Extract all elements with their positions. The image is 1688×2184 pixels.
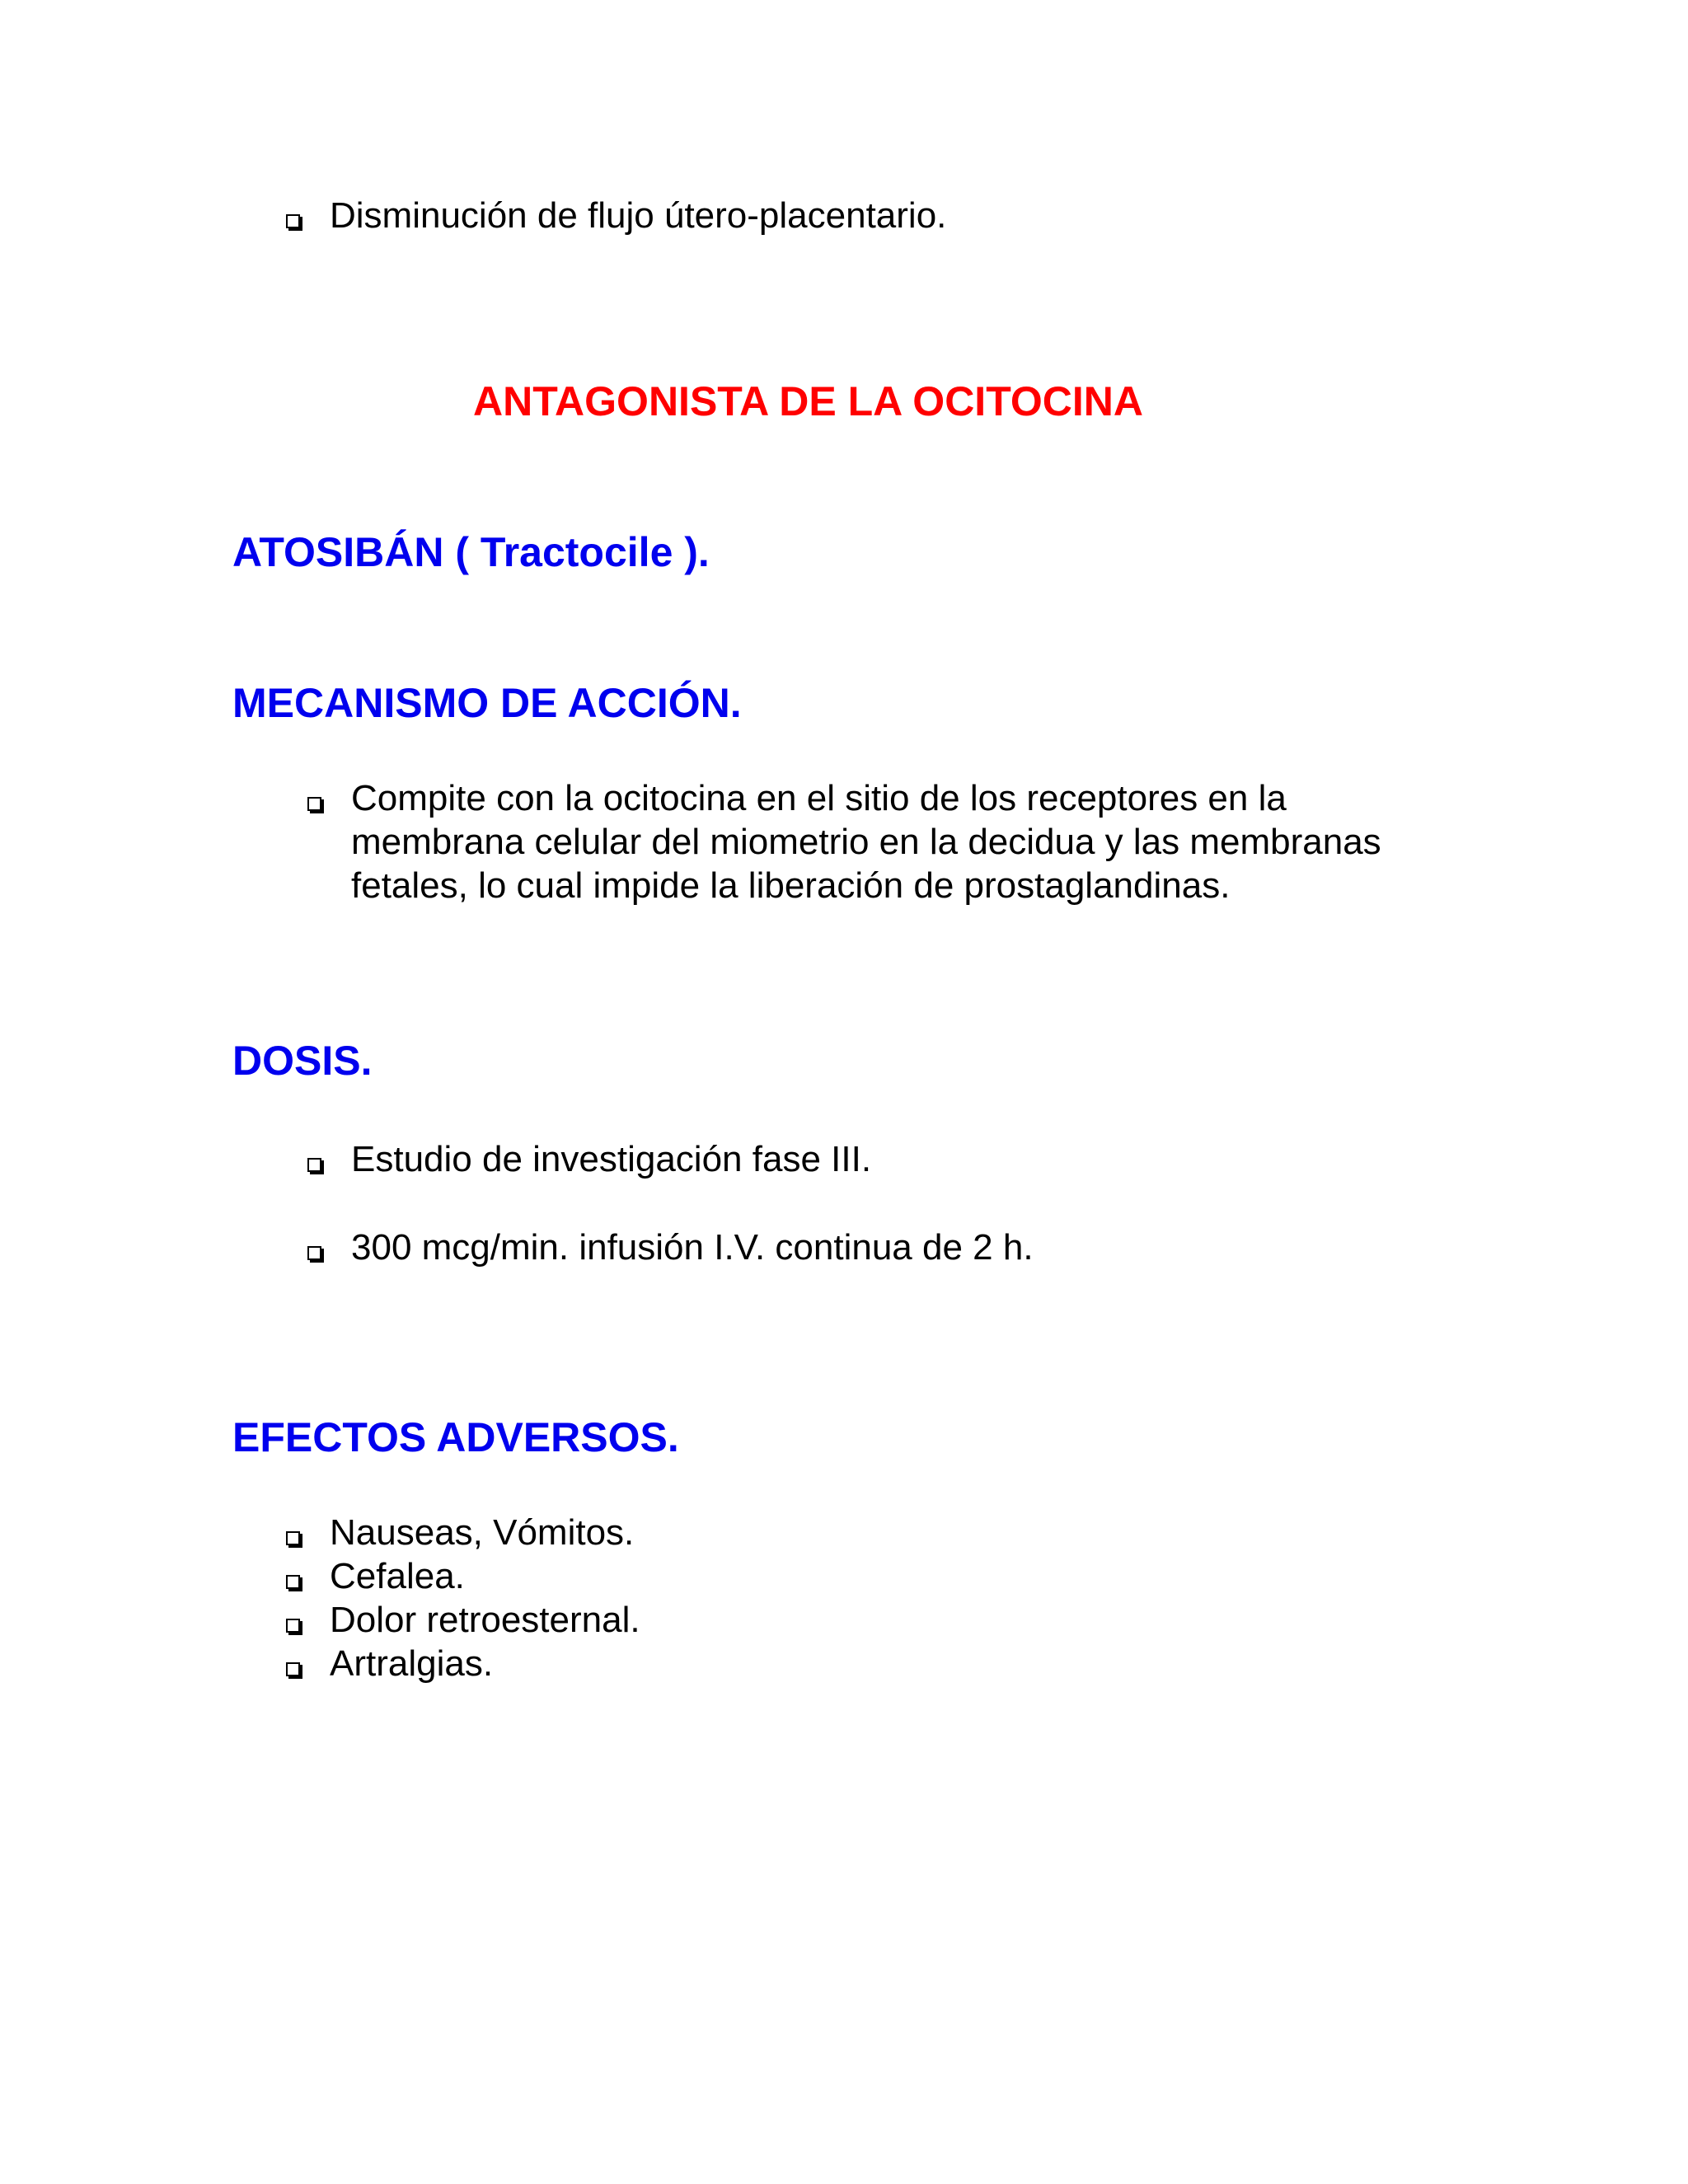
top-list-item: Disminución de flujo útero-placentario. [330,195,947,236]
checkbox-bullet-icon [286,214,300,228]
dose-item: 300 mcg/min. infusión I.V. continua de 2 h. [351,1227,1034,1268]
section-title: ANTAGONISTA DE LA OCITOCINA [473,378,1143,424]
adverse-effect-item: Cefalea. [330,1556,465,1596]
adverse-effects-heading: EFECTOS ADVERSOS. [232,1414,679,1460]
checkbox-bullet-icon [286,1662,300,1676]
checkbox-bullet-icon [286,1531,300,1545]
checkbox-bullet-icon [307,1158,321,1172]
adverse-effect-item: Dolor retroesternal. [330,1600,640,1640]
mechanism-text-line: fetales, lo cual impide la liberación de prostaglandinas. [351,865,1231,906]
adverse-effect-item: Artralgias. [330,1643,494,1684]
adverse-effect-item: Nauseas, Vómitos. [330,1512,635,1553]
dose-heading: DOSIS. [232,1038,373,1084]
mechanism-text-line: Compite con la ocitocina en el sitio de los receptores en la [351,778,1287,818]
checkbox-bullet-icon [286,1575,300,1589]
drug-heading: ATOSIBÁN ( Tractocile ). [232,529,710,575]
checkbox-bullet-icon [307,1246,321,1260]
checkbox-bullet-icon [286,1619,300,1633]
dose-item: Estudio de investigación fase III. [351,1139,872,1179]
checkbox-bullet-icon [307,797,321,811]
mechanism-text-line: membrana celular del miometrio en la decidua y las membranas [351,822,1381,862]
mechanism-heading: MECANISMO DE ACCIÓN. [232,680,742,726]
